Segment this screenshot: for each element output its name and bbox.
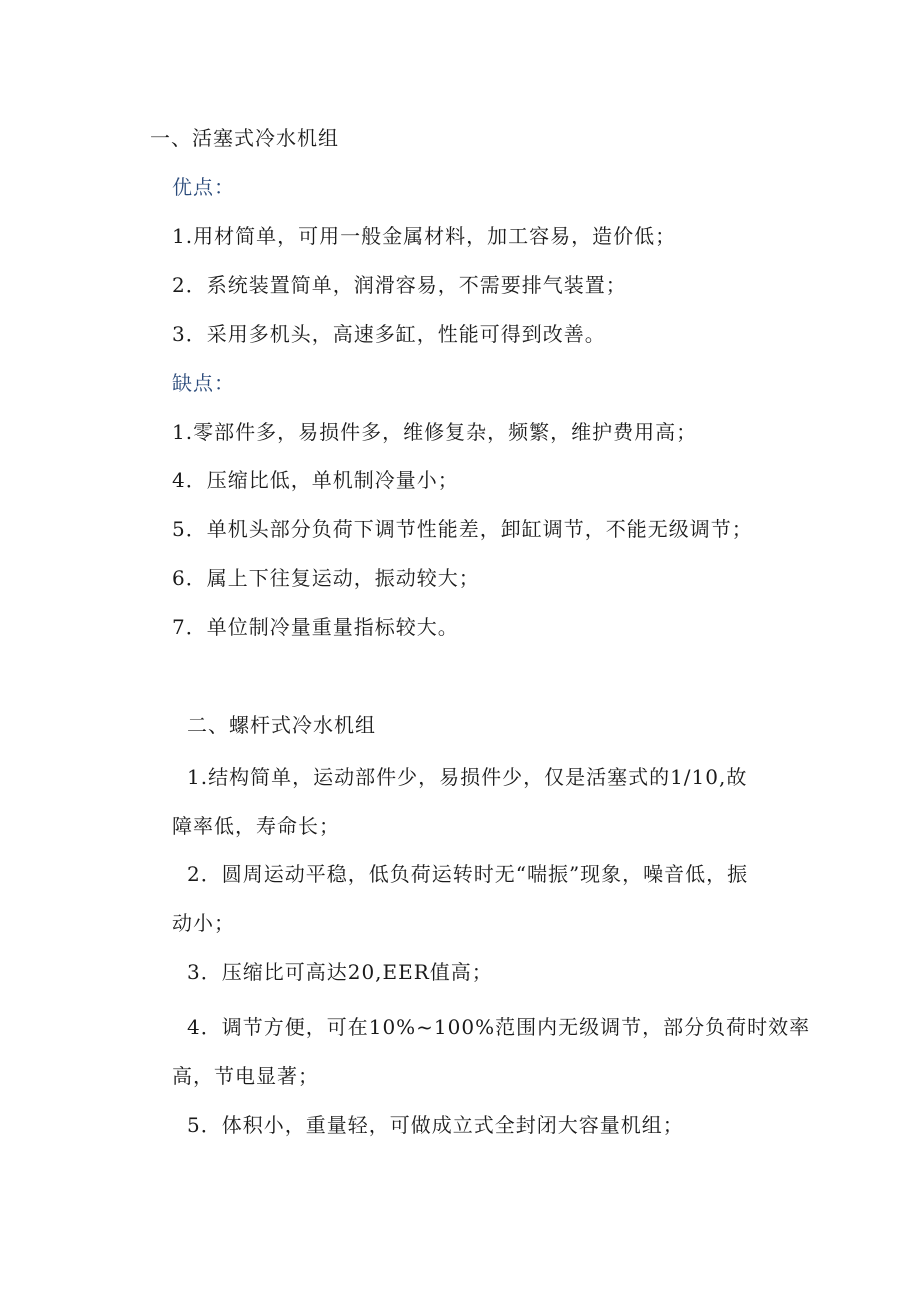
- pros-label: 优点：: [172, 175, 235, 199]
- cons-item-1: 1.零部件多，易损件多，维修复杂，频繁，维护费用高；: [172, 420, 698, 444]
- cons-item-3: 5．单机头部分负荷下调节性能差，卸缸调节，不能无级调节；: [172, 517, 753, 541]
- screw-item-4-line1: 4．调节方便，可在10%~100%范围内无级调节，部分负荷时效率: [187, 1015, 811, 1039]
- pros-item-3: 3．采用多机头，高速多缸，性能可得到改善。: [172, 322, 606, 346]
- screw-item-1-line2: 障率低，寿命长；: [172, 814, 340, 838]
- screw-item-2-line1: 2．圆周运动平稳，低负荷运转时无“喘振”现象，噪音低，振: [187, 862, 749, 886]
- section2-title: 二、螺杆式冷水机组: [187, 713, 376, 737]
- screw-item-1-line1: 1.结构简单，运动部件少，易损件少，仅是活塞式的1/10,故: [187, 765, 748, 789]
- screw-item-5: 5．体积小，重量轻，可做成立式全封闭大容量机组；: [187, 1113, 684, 1137]
- section1-title: 一、活塞式冷水机组: [150, 126, 339, 150]
- pros-item-2: 2．系统装置简单，润滑容易，不需要排气装置；: [172, 273, 627, 297]
- cons-item-2: 4．压缩比低，单机制冷量小；: [172, 468, 459, 492]
- screw-item-2-line2: 动小；: [172, 911, 235, 935]
- cons-item-4: 6．属上下往复运动，振动较大；: [172, 566, 480, 590]
- screw-item-3: 3．压缩比可高达20,EER值高；: [187, 960, 493, 984]
- screw-item-4-line2: 高，节电显著；: [172, 1064, 319, 1088]
- cons-label: 缺点：: [172, 371, 235, 395]
- cons-item-5: 7．单位制冷量重量指标较大。: [172, 615, 459, 639]
- pros-item-1: 1.用材简单，可用一般金属材料，加工容易，造价低；: [172, 224, 677, 248]
